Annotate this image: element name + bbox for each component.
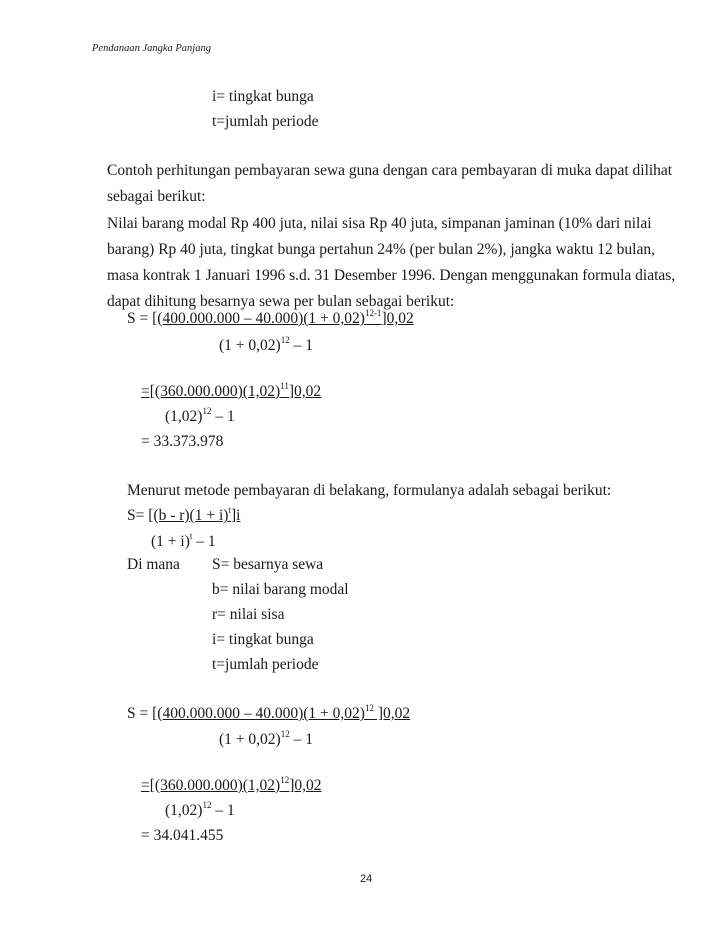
intro-paragraph — [107, 158, 676, 314]
method2-intro: Menurut metode pembayaran di belakang, formulanya adalah sebagai berikut: — [127, 482, 612, 499]
method2-formula-numerator: $S= [(b - r)(1 + i)^t]i$ — [127, 505, 241, 524]
calc1-lhs: S = — [127, 310, 153, 327]
method2-dimana-label: Di mana — [127, 556, 180, 573]
intro-line: sebagai berikut: — [107, 188, 206, 205]
calc1-numerator-expr: $[(400.000.000 - 40.000)(1 + 0,02)^{12-1}]0,02$ — [152, 308, 414, 327]
calc2-denominator: $(1 + 0,02)^{12} - 1$ — [219, 729, 313, 748]
method2-def-b: b= nilai barang modal — [212, 581, 349, 598]
intro-line: Contoh perhitungan pembayaran sewa guna dengan cara pembayaran di muka dapat dilihat — [107, 162, 673, 179]
method2-def-i: i= tingkat bunga — [212, 631, 314, 648]
calc1-numerator — [127, 309, 414, 329]
legend-i-definition: i= tingkat bunga — [212, 88, 314, 105]
calc2-numerator: $S = [(400.000.000 - 40.000)(1 + 0,02)^{12}$ ]0,02 — [127, 703, 411, 722]
legend-t-definition: t=jumlah periode — [212, 113, 319, 130]
calc1-step: $=[(360.000.000)(1,02)^{11}]0,02$ — [141, 381, 322, 400]
method2-formula-denominator: $(1 + i)^t - 1$ — [151, 531, 216, 550]
page-number: 24 — [360, 873, 373, 885]
calc2-step: $=[(360.000.000)(1,02)^{12}]0,02$ — [141, 775, 322, 794]
calc2-step-denominator: $(1,02)^{12} - 1$ — [165, 800, 235, 819]
method2-def-r: r= nilai sisa — [212, 606, 285, 623]
intro-line: masa kontrak 1 Januari 1996 s.d. 31 Desember 1996. Dengan menggunakan formula diatas, — [107, 267, 676, 284]
running-header: Pendanaan Jangka Panjang — [92, 43, 211, 54]
intro-line: Nilai barang modal Rp 400 juta, nilai sisa Rp 40 juta, simpanan jaminan (10% dari nilai — [107, 215, 652, 232]
intro-line: dapat dihitung besarnya sewa per bulan sebagai berikut: — [107, 293, 455, 310]
calc1-denominator: $(1 + 0,02)^{12} - 1$ — [219, 335, 313, 354]
intro-line: barang) Rp 40 juta, tingkat bunga pertahun 24% (per bulan 2%), jangka waktu 12 bulan, — [107, 241, 655, 258]
calc1-step-denominator: $(1,02)^{12} - 1$ — [165, 406, 235, 425]
calc2-result: = 34.041.455 — [141, 827, 224, 844]
method2-def-t: t=jumlah periode — [212, 656, 319, 673]
method2-def-s: S= besarnya sewa — [212, 556, 324, 573]
calc1-result: = 33.373.978 — [141, 433, 224, 450]
